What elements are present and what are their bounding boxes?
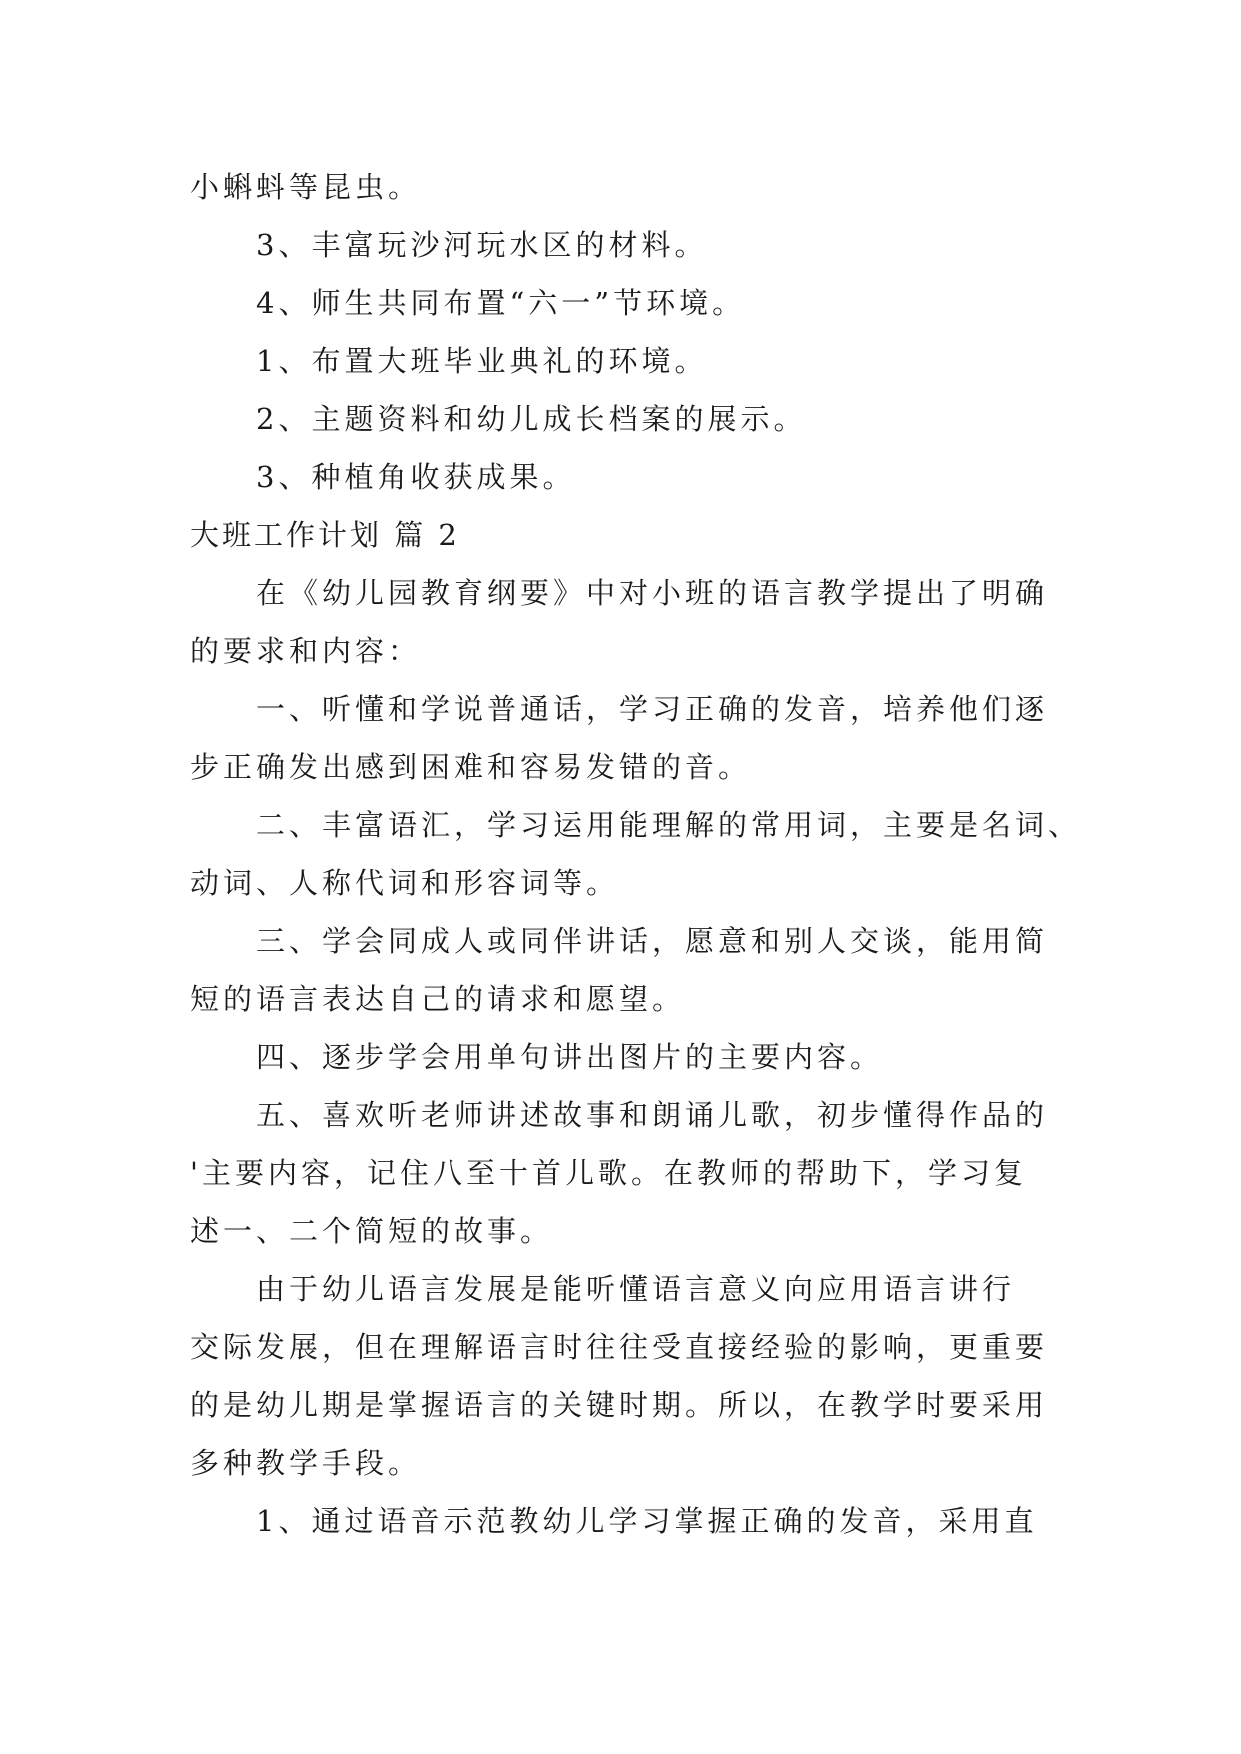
text-line: 3、种植角收获成果。 — [256, 460, 576, 494]
text-line: 三、学会同成人或同伴讲话，愿意和别人交谈，能用简 — [256, 924, 1049, 958]
text-line: 短的语言表达自己的请求和愿望。 — [190, 982, 686, 1016]
document-body — [190, 158, 1082, 1550]
text-line: 四、逐步学会用单句讲出图片的主要内容。 — [256, 1040, 884, 1074]
text-line: 1、通过语音示范教幼儿学习掌握正确的发音，采用直 — [256, 1504, 1038, 1538]
text-line: 2、主题资料和幼儿成长档案的展示。 — [256, 402, 807, 436]
text-line: 步正确发出感到困难和容易发错的音。 — [190, 750, 752, 784]
text-line: 交际发展，但在理解语言时往往受直接经验的影响，更重要 — [190, 1330, 1049, 1364]
text-line: 的是幼儿期是掌握语言的关键时期。所以，在教学时要采用 — [190, 1388, 1049, 1422]
text-line: 在《幼儿园教育纲要》中对小班的语言教学提出了明确 — [256, 576, 1049, 610]
text-line: 多种教学手段。 — [190, 1446, 422, 1480]
text-line: '主要内容，记住八至十首儿歌。在教师的帮助下，学习复 — [190, 1156, 1027, 1190]
text-line: 4、师生共同布置“六一”节环境。 — [256, 286, 746, 320]
section-heading: 大班工作计划 篇 2 — [190, 518, 460, 552]
text-line: 由于幼儿语言发展是能听懂语言意义向应用语言讲行 — [256, 1272, 1016, 1306]
text-line: 动词、人称代词和形容词等。 — [190, 866, 620, 900]
text-line: 二、丰富语汇，学习运用能理解的常用词，主要是名词、 — [256, 808, 1082, 842]
text-line: 3、丰富玩沙河玩水区的材料。 — [256, 228, 708, 262]
text-line: 1、布置大班毕业典礼的环境。 — [256, 344, 708, 378]
text-line: 一、听懂和学说普通话，学习正确的发音，培养他们逐 — [256, 692, 1049, 726]
text-line: 的要求和内容： — [190, 634, 422, 668]
text-line: 述一、二个简短的故事。 — [190, 1214, 554, 1248]
text-line: 五、喜欢听老师讲述故事和朗诵儿歌，初步懂得作品的 — [256, 1098, 1049, 1132]
text-line: 小蝌蚪等昆虫。 — [190, 170, 422, 204]
